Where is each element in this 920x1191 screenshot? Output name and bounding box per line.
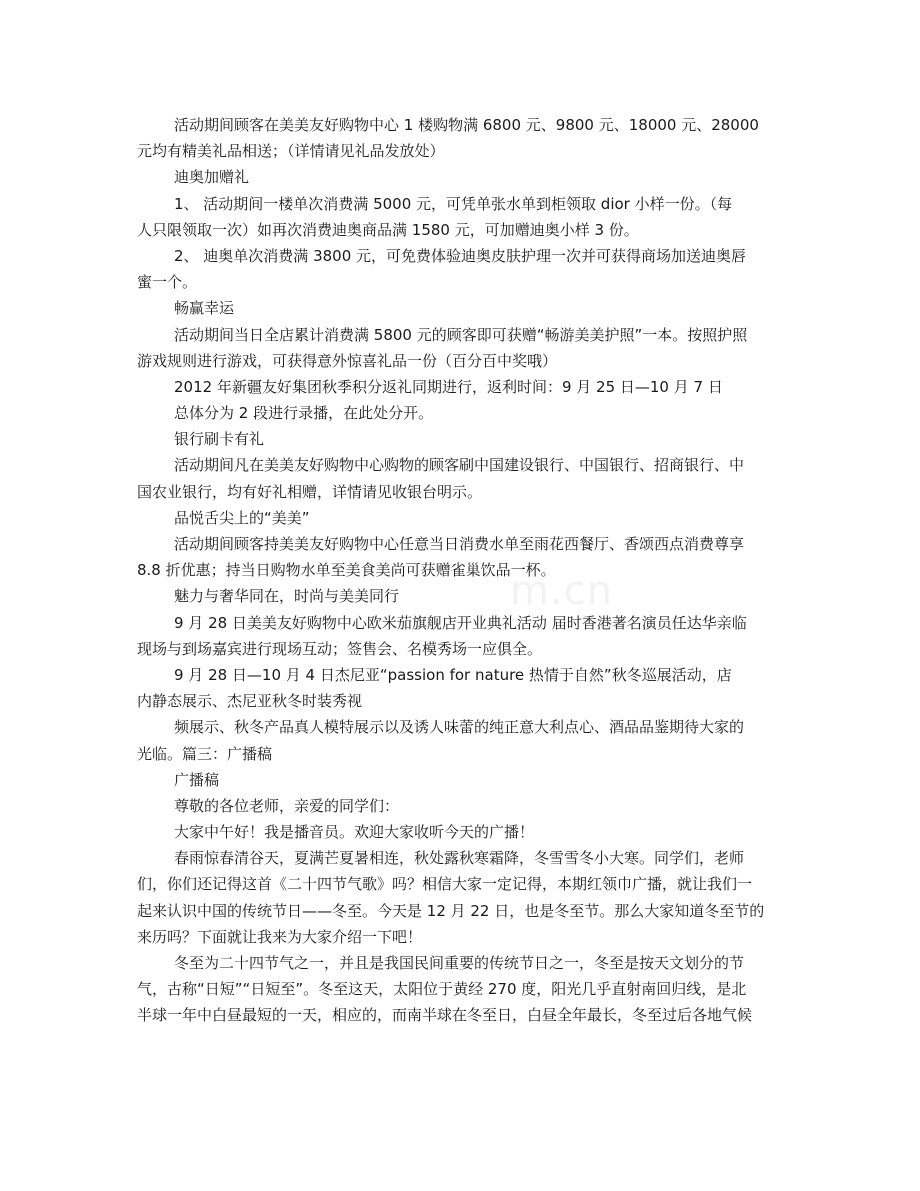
text-line: 频展示、秋冬产品真人模特展示以及诱人味蕾的纯正意大利点心、酒品品鉴期待大家的 — [174, 718, 745, 737]
text-line: 大家中午好！我是播音员。欢迎大家收听今天的广播！ — [174, 823, 535, 842]
text-line: 尊敬的各位老师，亲爱的同学们： — [174, 796, 400, 815]
text-line: 半球一年中白昼最短的一天，相应的，而南半球在冬至日，白昼全年最长，冬至过后各地气候 — [137, 1006, 753, 1025]
text-line: 们，你们还记得这首《二十四节气歌》吗？相信大家一定记得，本期红领巾广播，就让我们一 — [137, 875, 753, 894]
text-line: 内静态展示、杰尼亚秋冬时装秀视 — [137, 692, 363, 711]
text-line: 9 月 28 日—10 月 4 日杰尼亚“passion for nature 热情于自然”秋冬巡展活动，店 — [174, 665, 732, 684]
text-line: 春雨惊春清谷天，夏满芒夏暑相连，秋处露秋寒霜降，冬雪雪冬小大寒。同学们，老师 — [174, 849, 745, 868]
text-line: 活动期间当日全店累计消费满 5800 元的顾客即可获赠“畅游美美护照”一本。按照护照 — [174, 325, 748, 344]
text-line: 魅力与奢华同在，时尚与美美同行 — [174, 587, 400, 606]
text-line: 总体分为 2 段进行录播，在此处分开。 — [174, 404, 434, 423]
text-line: 气，古称“日短”“日短至”。冬至这天，太阳位于黄经 270 度，阳光几乎直射南回归线，是北 — [137, 980, 747, 999]
text-line: 起来认识中国的传统节日——冬至。今天是 12 月 22 日，也是冬至节。那么大家知道冬至节的 — [137, 901, 765, 920]
text-line: 元均有精美礼品相送；（详情请见礼品发放处） — [137, 142, 445, 161]
text-line: 9 月 28 日美美友好购物中心欧米茄旗舰店开业典礼活动 届时香港著名演员任达华亲临 — [174, 613, 747, 632]
text-line: 8.8 折优惠；持当日购物水单至美食美尚可获赠雀巢饮品一杯。 — [137, 561, 556, 580]
text-line: 畅赢幸运 — [174, 299, 235, 318]
document-body — [137, 112, 787, 1029]
text-line: 广播稿 — [174, 770, 220, 789]
text-line: 游戏规则进行游戏，可获得意外惊喜礼品一份（百分百中奖哦） — [137, 351, 558, 370]
text-line: 活动期间顾客持美美友好购物中心任意当日消费水单至雨花西餐厅、香颂西点消费尊享 — [174, 535, 745, 553]
text-line: 人只限领取一次）如再次消费迪奥商品满 1580 元，可加赠迪奥小样 3 份。 — [137, 220, 639, 239]
text-line: 1、 活动期间一楼单次消费满 5000 元，可凭单张水单到柜领取 dior 小样一份。（每 — [174, 194, 733, 213]
text-line: 来历吗？下面就让我来为大家介绍一下吧！ — [137, 927, 423, 946]
text-line: 品悦舌尖上的“美美” — [174, 508, 310, 527]
watermark-text: m.cn — [510, 568, 614, 614]
text-line: 冬至为二十四节气之一，并且是我国民间重要的传统节日之一，冬至是按天文划分的节 — [174, 954, 745, 972]
text-line: 2012 年新疆友好集团秋季积分返礼同期进行，返利时间：9 月 25 日—10 月 7 日 — [174, 377, 723, 396]
text-line: 现场与到场嘉宾进行现场互动；签售会、名模秀场一应俱全。 — [137, 639, 543, 658]
text-line: 2、 迪奥单次消费满 3800 元，可免费体验迪奥皮肤护理一次并可获得商场加送迪奥唇 — [174, 246, 747, 265]
text-line: 迪奥加赠礼 — [174, 168, 250, 187]
text-line: 蜜一个。 — [137, 273, 198, 292]
text-line: 国农业银行，均有好礼相赠，详情请见收银台明示。 — [137, 482, 483, 501]
text-line: 活动期间顾客在美美友好购物中心 1 楼购物满 6800 元、9800 元、18000 元、28000 — [174, 116, 759, 134]
text-line: 活动期间凡在美美友好购物中心购物的顾客刷中国建设银行、中国银行、招商银行、中 — [174, 456, 745, 475]
text-line: 光临。篇三：广播稿 — [137, 744, 273, 763]
text-line: 银行刷卡有礼 — [174, 430, 265, 449]
